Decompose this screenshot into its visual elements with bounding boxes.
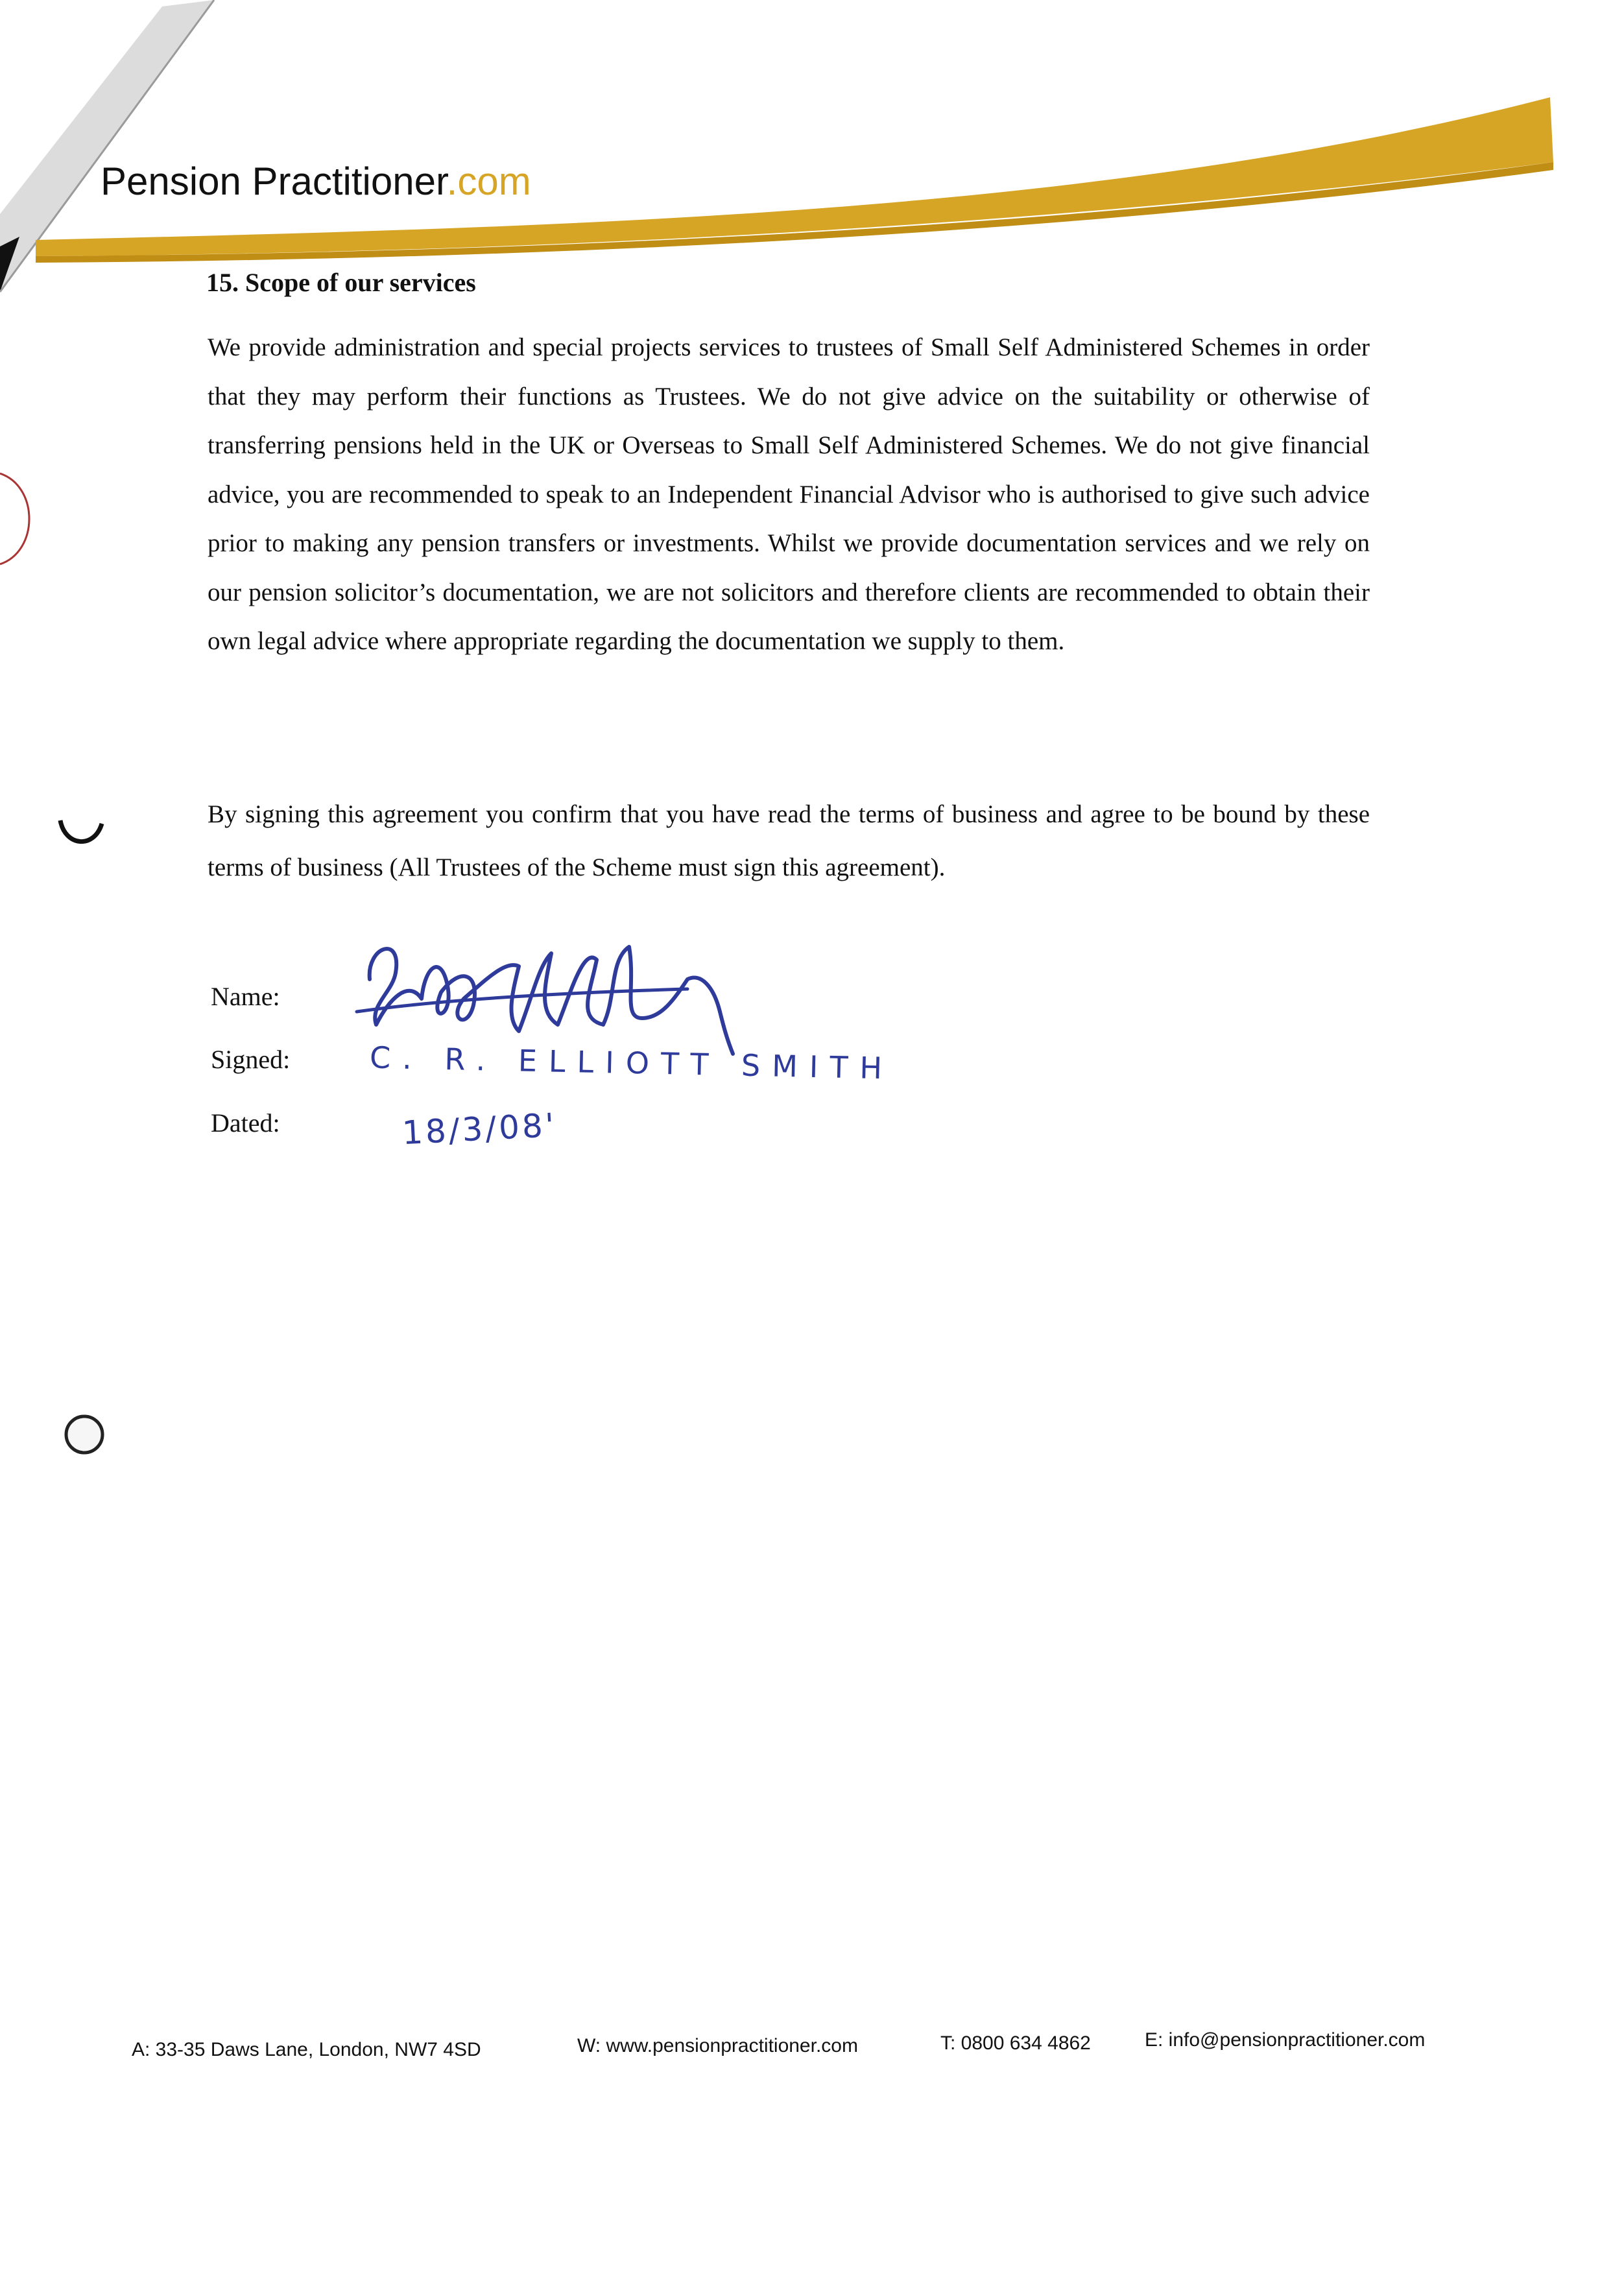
- signed-label: Signed:: [211, 1045, 291, 1074]
- footer-email: E: info@pensionpractitioner.com: [1145, 2029, 1426, 2051]
- page-edge-curve: [0, 467, 39, 571]
- footer-website: W: www.pensionpractitioner.com: [577, 2035, 858, 2056]
- section-heading: 15. Scope of our services: [206, 268, 476, 297]
- punch-hole-bottom: [55, 1407, 113, 1459]
- scope-paragraph: We provide administration and special projects services to trustees of Small Self Administered Schemes in order that they may perform their functions as Trustees. We do not give advice on the suitability or otherwise of transferring pensions held in the UK or Overseas to Small Self Administered Schemes. We do not give financial advice, you are recommended to speak to an Independent Financial Advisor who is authorised to give such advice prior to making any pension transfers or investments. Whilst we provide documentation services and we rely on our pension solicitor’s documentation, we are not solicitors and therefore clients are recommended to obtain their own legal advice where appropriate regarding the documentation we supply to them.: [208, 333, 1370, 655]
- dated-label: Dated:: [211, 1108, 280, 1138]
- company-logo: [101, 159, 531, 204]
- footer-telephone: T: 0800 634 4862: [940, 2032, 1091, 2054]
- name-label: Name:: [211, 982, 280, 1011]
- punch-hole-top: [55, 804, 107, 856]
- header-swoosh: [0, 0, 1624, 272]
- date-value: 18/3/08': [401, 1106, 558, 1152]
- footer-address: A: 33-35 Daws Lane, London, NW7 4SD: [132, 2039, 481, 2060]
- logo-main-text: Pension Practitioner: [101, 160, 447, 203]
- logo-suffix-text: .com: [446, 160, 531, 203]
- agreement-paragraph: By signing this agreement you confirm that you have read the terms of business and agree to be bound by these terms of business (All Trustees of the Scheme must sign this agreement).: [208, 800, 1370, 881]
- printed-name: C. R. ELLIOTT SMITH: [369, 1040, 894, 1086]
